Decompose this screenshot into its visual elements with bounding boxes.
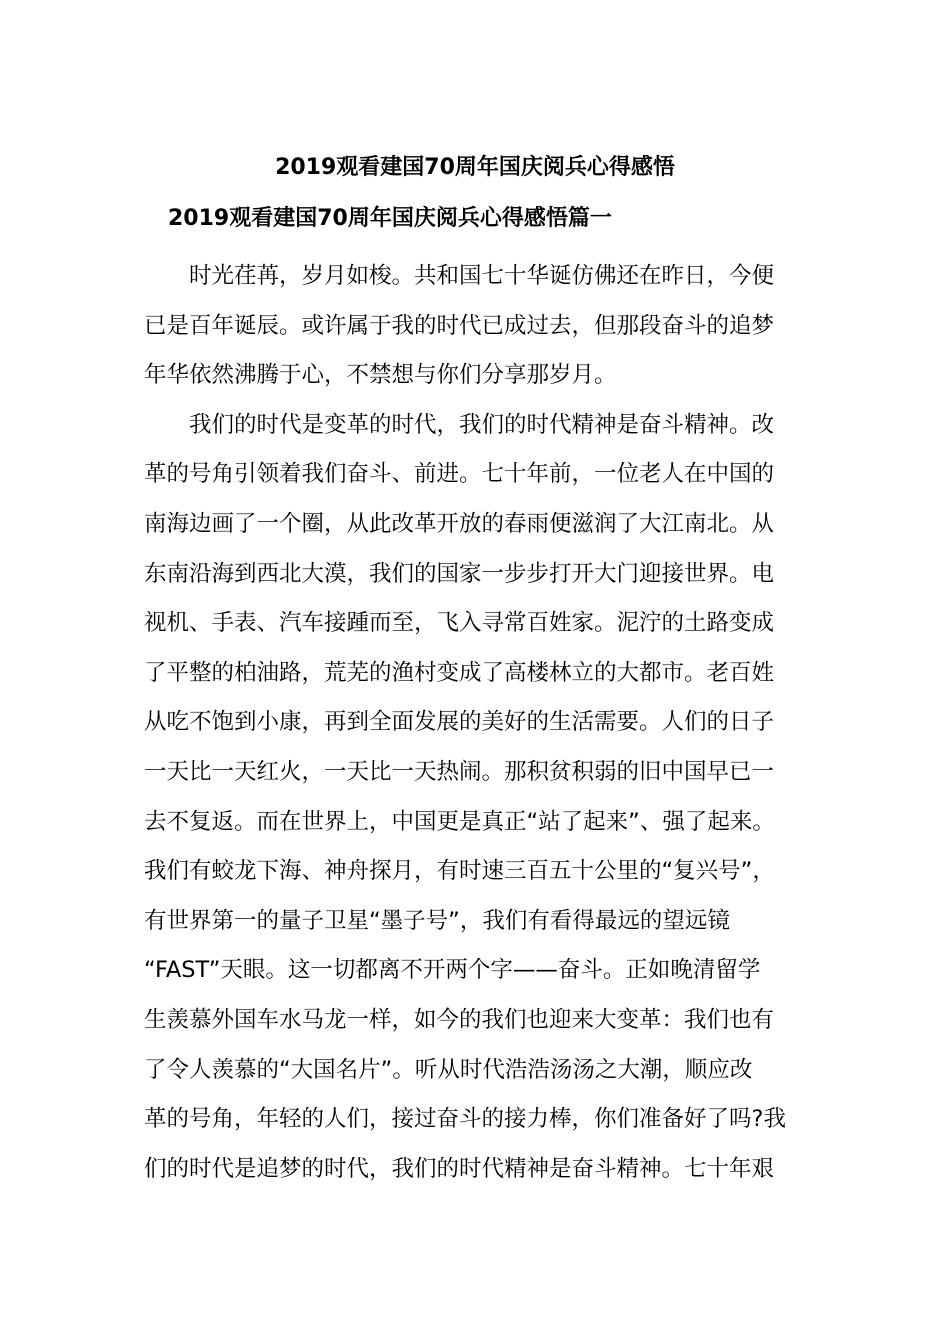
text-line: 们的时代是追梦的时代，我们的时代精神是奋斗精神。七十年艰	[144, 1155, 775, 1182]
text-line: 从吃不饱到小康，再到全面发展的美好的生活需要。人们的日子	[144, 709, 775, 736]
text-line: 了令人羡慕的“大国名片”。听从时代浩浩汤汤之大潮，顺应改	[144, 1056, 753, 1083]
text-line: 视机、手表、汽车接踵而至，飞入寻常百姓家。泥泞的土路变成	[144, 610, 775, 637]
text-line: 了平整的柏油路，荒芜的渔村变成了高楼林立的大都市。老百姓	[144, 659, 775, 686]
text-line: 生羡慕外国车水马龙一样，如今的我们也迎来大变革：我们也有	[144, 1006, 775, 1033]
document-title: 2019观看建国70周年国庆阅兵心得感悟	[275, 155, 675, 180]
text-line: 我们的时代是变革的时代，我们的时代精神是奋斗精神。改	[144, 411, 775, 438]
text-line: 有世界第一的量子卫星“墨子号”，我们有看得最远的望远镜	[144, 907, 730, 934]
text-line: “FAST”天眼。这一切都离不开两个字——奋斗。正如晚清留学	[144, 957, 761, 984]
section-title: 2019观看建国70周年国庆阅兵心得感悟篇一	[168, 206, 612, 231]
text-line: 已是百年诞辰。或许属于我的时代已成过去，但那段奋斗的追梦	[144, 312, 775, 339]
text-line: 我们有蛟龙下海、神舟探月，有时速三百五十公里的“复兴号”，	[144, 858, 775, 885]
text-line: 南海边画了一个圈，从此改革开放的春雨便滋润了大江南北。从	[144, 510, 775, 537]
text-line: 革的号角引领着我们奋斗、前进。七十年前，一位老人在中国的	[144, 461, 775, 488]
text-line: 一天比一天红火，一天比一天热闹。那积贫积弱的旧中国早已一	[144, 758, 775, 785]
text-line: 年华依然沸腾于心，不禁想与你们分享那岁月。	[144, 362, 617, 389]
body-text	[144, 252, 804, 1194]
text-line: 时光荏苒，岁月如梭。共和国七十华诞仿佛还在昨日，今便	[144, 263, 775, 289]
text-line: 革的号角，年轻的人们，接过奋斗的接力棒，你们准备好了吗?我	[144, 1106, 786, 1133]
text-line: 去不复返。而在世界上，中国更是真正“站了起来”、强了起来。	[144, 808, 775, 835]
text-line: 东南沿海到西北大漠，我们的国家一步步打开大门迎接世界。电	[144, 560, 775, 587]
